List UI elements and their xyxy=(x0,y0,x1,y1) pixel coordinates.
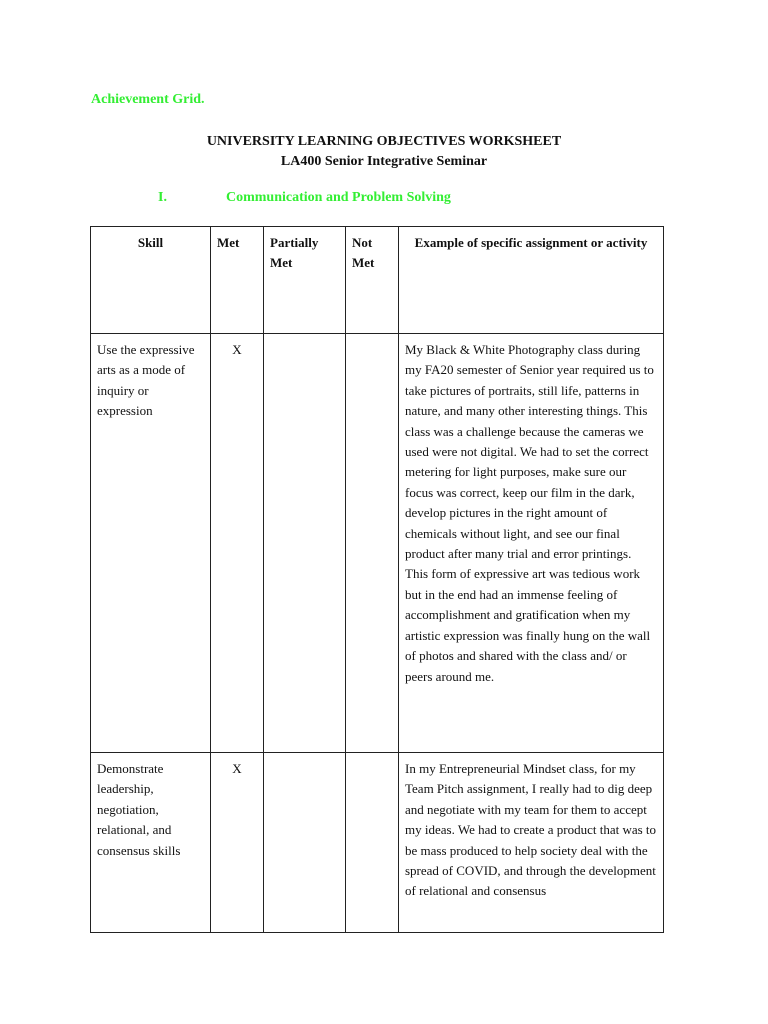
header-skill: Skill xyxy=(91,227,211,334)
table-row xyxy=(91,753,664,933)
course-title: LA400 Senior Integrative Seminar xyxy=(280,154,488,169)
table-row xyxy=(91,334,664,753)
header-example: Example of specific assignment or activity xyxy=(399,227,664,334)
partially-met-cell xyxy=(264,334,346,753)
achievement-grid-heading: Achievement Grid. xyxy=(91,92,205,107)
not-met-cell xyxy=(346,753,399,933)
partially-met-cell xyxy=(264,753,346,933)
table-header-row xyxy=(91,227,664,334)
section-number: I. xyxy=(158,190,167,205)
achievement-table xyxy=(90,226,664,933)
header-met: Met xyxy=(211,227,264,334)
skill-cell: Demonstrate leadership, negotiation, relational, and consensus skills xyxy=(91,753,211,933)
section-title: Communication and Problem Solving xyxy=(226,190,451,205)
skill-cell: Use the expressive arts as a mode of inquiry or expression xyxy=(91,334,211,753)
header-partially-met: Partially Met xyxy=(264,227,346,334)
worksheet-title: UNIVERSITY LEARNING OBJECTIVES WORKSHEET xyxy=(206,134,562,149)
header-not-met: Not Met xyxy=(346,227,399,334)
example-cell: My Black & White Photography class during my FA20 semester of Senior year required us to take pictures of portraits, still life, patterns in nature, and many other interesting things. This class was a challenge because the cameras we used were not digital. We had to set the correct metering for light purposes, make sure our focus was correct, keep our film in the dark, develop pictures in the right amount of chemicals without light, and see our final product after many trial and error printings. This form of expressive art was tedious work but in the end had an immense feeling of accomplishment and gratification when my artistic expression was finally hung on the wall of photos and shared with the class and/ or peers around me. xyxy=(399,334,664,753)
example-cell: In my Entrepreneurial Mindset class, for my Team Pitch assignment, I really had to dig deep and negotiate with my team for them to accept my ideas. We had to create a product that was to be mass produced to help society deal with the spread of COVID, and through the development of relational and consensus xyxy=(399,753,664,933)
met-cell: X xyxy=(211,334,264,753)
not-met-cell xyxy=(346,334,399,753)
met-cell: X xyxy=(211,753,264,933)
